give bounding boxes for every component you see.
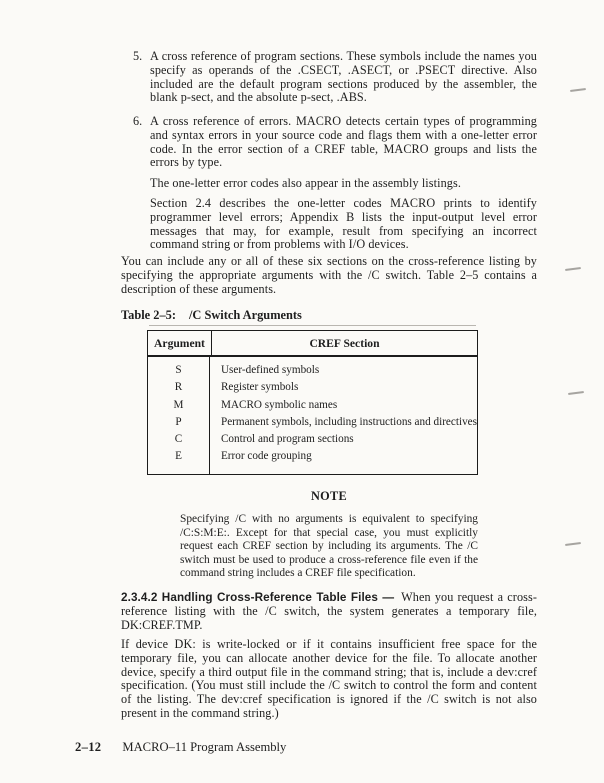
paragraph-section-2-4: Section 2.4 describes the one-letter codes MACRO prints to identify programmer level errors; Appendix B lists the input-output level error messages that may, for example, result from specifying an incorrect command string or from problems with I/O devices. (150, 196, 537, 252)
list-item-6 (133, 115, 537, 170)
paragraph-error-codes: The one-letter error codes also appear in the assembly listings. (150, 176, 461, 190)
table-body (148, 357, 477, 474)
table-cell-argument: C (174, 433, 183, 446)
note-heading: NOTE (310, 489, 348, 503)
footer-book-title: MACRO–11 Program Assembly (122, 740, 287, 754)
table-column-arguments (148, 357, 210, 474)
table-cell-argument: S (175, 364, 182, 376)
paragraph-intro-table: You can include any or all of these six sections on the cross-reference listing by specifying the appropriate arguments with the /C switch. Table 2–5 contains a description of these arguments. (121, 254, 537, 296)
table-column-sections (210, 357, 477, 474)
table-2-5 (147, 330, 478, 475)
list-item-number: 6. (133, 114, 143, 128)
paragraph-device-dk: If device DK: is write-locked or if it contains insufficient free space for the temporary file, you can allocate another device for the file. To allocate another device, specify a third output file in the command string; that is, include a dev:cref specification. (You must still include the /C switch to control the form and content of the listing. The dev:cref specification is ignored if the /C switch is not also present in the command string.) (121, 637, 537, 720)
note-body: Specifying /C with no arguments is equivalent to specifying /C:S:M:E:. Except for that special case, you must explicitly request each CREF section by including its arguments. The /C switch must be used to produce a cross-reference file even if the command string includes a CREF file specification. (180, 513, 478, 580)
list-item-text: A cross reference of errors. MACRO detects certain types of programming and syntax errors in your source code and flags them with a one-letter error code. In the error section of a CREF table, MACRO groups and lists the errors by type. (150, 114, 537, 170)
table-cell-section: Register symbols (220, 381, 299, 394)
table-cell-argument: E (175, 450, 182, 463)
table-cell-section: MACRO symbolic names (220, 398, 338, 411)
list-item-number: 5. (133, 49, 143, 63)
table-cell-section: Permanent symbols, including instructions and directives (220, 415, 477, 428)
table-caption-title: /C Switch Arguments (188, 308, 302, 322)
page-footer (75, 740, 286, 755)
table-cell-argument: R (174, 381, 183, 394)
section-2342-heading: 2.3.4.2 Handling Cross-Reference Table Files — (121, 591, 395, 604)
page-edge-mark (570, 88, 586, 92)
table-top-rule (149, 325, 476, 326)
table-caption-label: Table 2–5: (121, 308, 176, 322)
footer-page-number: 2–12 (75, 740, 102, 754)
list-item-text: A cross reference of program sections. These symbols include the names you specify as operands of the .CSECT, .ASECT, or .PSECT directive. Also included are the default program sections produced by the assembler, the blank p-sect, and the absolute p-sect, .ABS. (150, 49, 537, 105)
section-2342-paragraph (121, 591, 537, 632)
table-header-row (148, 331, 477, 357)
page-edge-mark (565, 267, 581, 271)
table-caption (121, 308, 302, 323)
table-cell-section: Error code grouping (220, 450, 312, 463)
list-item-5 (133, 50, 537, 105)
table-cell-argument: P (175, 415, 182, 428)
table-cell-section: User-defined symbols (220, 364, 320, 376)
section-2342-lead: When you request a cross-reference listing with the /C switch, the system generates a temporary file, DK:CREF.TMP. (121, 590, 537, 632)
table-header-cref-section: CREF Section (309, 337, 380, 350)
table-cell-argument: M (173, 398, 184, 411)
page-edge-mark (568, 391, 584, 395)
table-cell-section: Control and program sections (220, 433, 354, 446)
page-edge-mark (565, 542, 581, 546)
table-header-argument: Argument (148, 331, 212, 355)
